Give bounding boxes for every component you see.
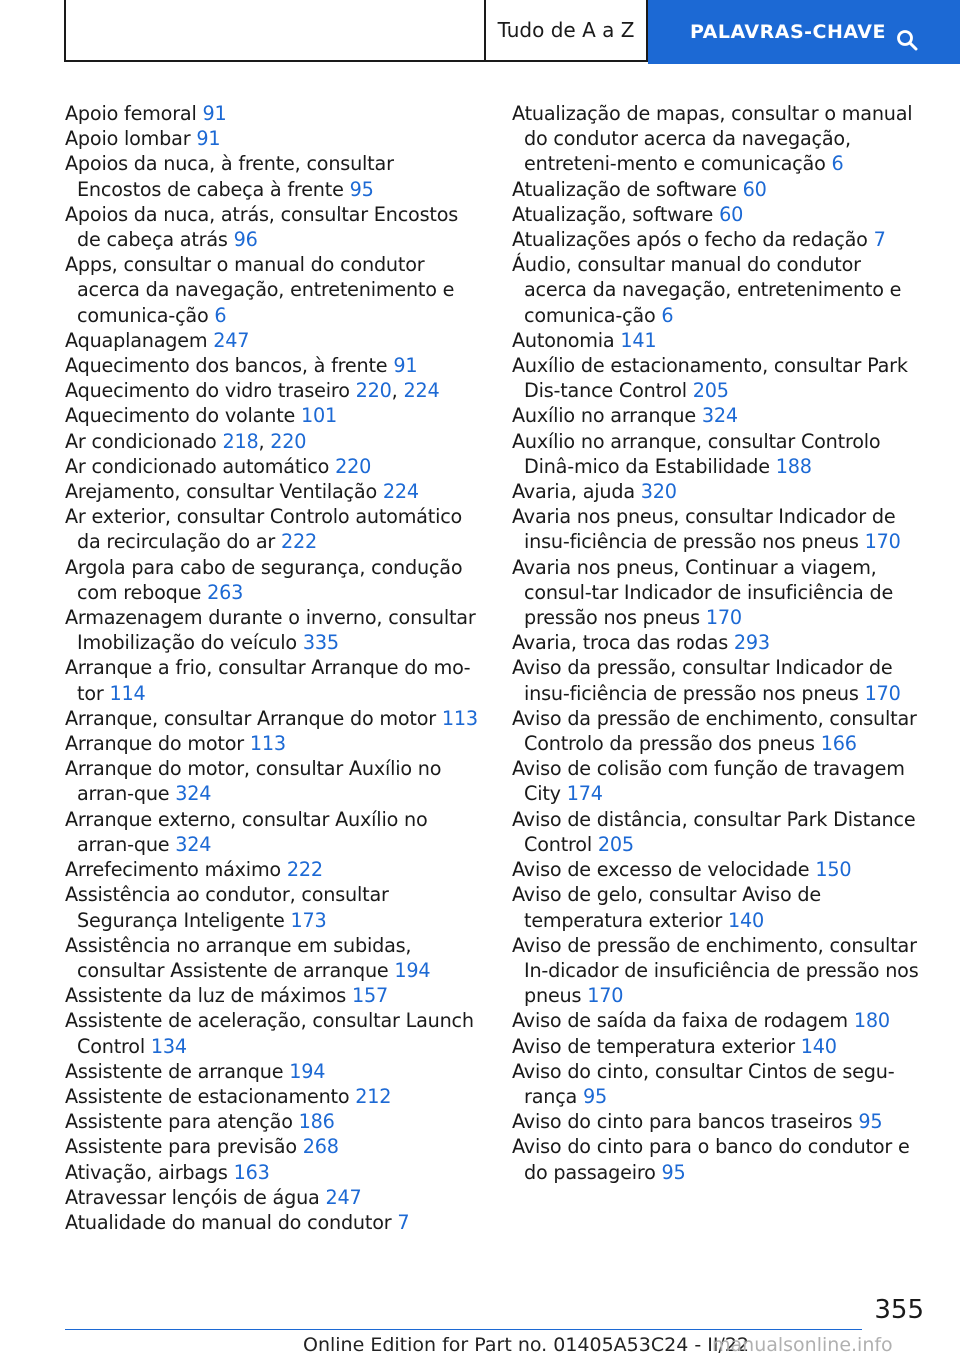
page-link[interactable]: 324 [175,832,212,856]
page-link[interactable]: 141 [620,328,657,352]
page-link[interactable]: 174 [566,782,603,806]
index-term: Assistente para atenção [65,1110,293,1134]
index-entry [65,1160,479,1185]
page-link[interactable]: 163 [233,1160,270,1184]
index-entry [512,933,926,1009]
index-entry [512,706,926,756]
page-link[interactable]: 95 [583,1084,608,1108]
page-link[interactable]: 6 [214,303,227,327]
page-link[interactable]: 180 [853,1009,890,1033]
page-link[interactable]: 101 [301,404,338,428]
index-entry [512,177,926,202]
page-link[interactable]: 140 [727,908,765,932]
page-link[interactable]: 134 [150,1034,187,1058]
footer-divider [65,1329,862,1330]
page-link[interactable]: 220 [335,454,372,478]
index-term: Assistente da luz de máximos [65,984,347,1008]
index-entry [512,252,926,328]
index-term: Apoios da nuca, atrás, consultar Encostos de cabeça atrás [65,202,459,252]
index-entry [65,555,479,605]
index-term: Aviso de excesso de velocidade [512,858,810,882]
index-term: Aquecimento do vidro traseiro [65,379,350,403]
index-entry [65,731,479,756]
page-link[interactable]: 173 [290,908,327,932]
tab-a-to-z[interactable]: Tudo de A a Z [486,0,648,62]
header-blank-box [64,0,486,62]
index-term: Aviso da pressão de enchimento, consultar Controlo da pressão dos pneus [512,706,917,756]
index-term: Assistência ao condutor, consultar Segurança Inteligente [65,883,389,932]
index-term: Ar condicionado [65,429,217,453]
index-term: Arranque do motor, consultar Auxílio no arran‐que [65,757,442,806]
page-link[interactable]: 205 [597,832,634,856]
index-term: Atualidade do manual do condutor [65,1210,392,1234]
page-link[interactable]: 194 [394,958,431,982]
index-term: Atualização de mapas, consultar o manual do condutor acerca da navegação, entreteni‐mento e comunicação [512,102,913,176]
index-entry [65,1008,479,1058]
page-link[interactable]: 96 [233,228,258,252]
page-link[interactable]: 218 [222,429,259,453]
tab-keywords-label: PALAVRAS-CHAVE [690,21,886,43]
page-link[interactable]: 188 [775,454,812,478]
index-entry [65,479,479,504]
index-entry [512,227,926,252]
page-link[interactable]: 6 [661,303,674,327]
page-link[interactable]: 212 [355,1084,392,1108]
page-link[interactable]: 91 [196,127,221,151]
page-link[interactable]: 113 [441,706,478,730]
index-entry [65,454,479,479]
index-entry [65,882,479,932]
index-term: Auxílio de estacionamento, consultar Park Dis‐tance Control [512,354,908,403]
index-term: Apps, consultar o manual do condutor acerca da navegação, entretenimento e comunica‐ção [65,253,455,327]
index-entry [512,504,926,554]
index-term: Aviso de gelo, consultar Aviso de temperatura exterior [512,883,821,932]
index-term: Aviso de colisão com função de travagem City [512,757,905,806]
index-entry [65,1084,479,1109]
index-entry [512,328,926,353]
index-term: Aviso da pressão, consultar Indicador de insu‐ficiência de pressão nos pneus [512,656,893,705]
index-term: Assistência no arranque em subidas, consultar Assistente de arranque [65,933,412,982]
index-entry [65,933,479,983]
page-link[interactable]: 170 [864,681,901,705]
index-entry: Ar condicionado 218, 220 [65,429,307,453]
page-link[interactable]: 114 [109,681,146,705]
page-link[interactable]: 7 [873,228,886,252]
index-entry [65,202,479,252]
watermark: manualsonline.info [712,1334,893,1356]
index-term: Ar condicionado automático [65,454,330,478]
index-entry [512,479,926,504]
page-header [0,0,960,66]
index-entry [512,101,926,177]
index-entry [512,655,926,705]
index-entry [65,756,479,806]
index-entry [512,1134,926,1184]
index-term: Atualizações após o fecho da redação [512,228,868,252]
index-entry [512,1109,926,1134]
index-entry [512,882,926,932]
page-link[interactable]: 194 [289,1059,326,1083]
index-term: Ativação, airbags [65,1160,228,1184]
index-column-right [512,101,926,1185]
index-term: Avaria nos pneus, consultar Indicador de insu‐ficiência de pressão nos pneus [512,505,896,554]
index-column-left [65,101,479,1235]
page-link[interactable]: 60 [719,202,744,226]
index-entry [512,1059,926,1109]
page-link[interactable]: 140 [800,1034,837,1058]
index-term: Assistente de aceleração, consultar Launch Control [65,1009,474,1058]
page-link[interactable]: 95 [661,1160,686,1184]
page-link[interactable]: 113 [249,732,286,756]
page-link[interactable]: 222 [280,530,318,554]
search-icon[interactable] [896,29,918,51]
index-entry [512,403,926,428]
index-term: Aviso de saída da faixa de rodagem [512,1009,848,1033]
page-link[interactable]: 170 [705,606,742,630]
index-term: Aquecimento do volante [65,404,296,428]
index-term: Aviso do cinto para o banco do condutor e do passageiro [512,1135,910,1184]
index-term: Apoios da nuca, à frente, consultar Encostos de cabeça à frente [65,152,394,201]
index-term: Aquecimento dos bancos, à frente [65,354,388,378]
index-term: Atravessar lençóis de água [65,1185,320,1209]
index-entry [65,983,479,1008]
index-term: Arranque, consultar Arranque do motor [65,706,436,730]
index-term: Aviso do cinto, consultar Cintos de segu‐rança [512,1059,895,1108]
index-term: Aviso de temperatura exterior [512,1034,795,1058]
page-link[interactable]: 95 [858,1110,883,1134]
page-link[interactable]: 170 [587,984,624,1008]
page-link[interactable]: 91 [202,102,227,125]
index-entry [65,1210,479,1235]
index-entry [65,605,479,655]
index-term: Avaria, troca das rodas [512,631,728,655]
index-entry [65,353,479,378]
index-entry [512,1034,926,1059]
page-link[interactable]: 320 [640,480,677,504]
index-term: Apoio femoral [65,102,197,125]
index-entry [512,555,926,631]
index-term: Arranque externo, consultar Auxílio no arran‐que [65,807,428,856]
index-entry [512,429,926,479]
index-term: Assistente para previsão [65,1135,297,1159]
index-term: Aviso de distância, consultar Park Distance Control [512,807,916,856]
index-term: Auxílio no arranque, consultar Controlo Dinâ‐mico da Estabilidade [512,429,881,478]
index-entry [65,403,479,428]
page-link[interactable]: 324 [175,782,212,806]
index-entry [65,807,479,857]
page-link[interactable]: 95 [349,177,374,201]
page-link[interactable]: 205 [692,379,729,403]
index-entry [65,328,479,353]
page-link[interactable]: 7 [397,1210,410,1234]
index-entry [512,756,926,806]
index-entry [65,252,479,328]
index-term: Áudio, consultar manual do condutor acerca da navegação, entretenimento e comunica‐ção [512,253,902,327]
index-entry [65,655,479,705]
index-entry: Aquecimento do vidro traseiro 220, 224 [65,379,440,403]
index-entry [65,1134,479,1159]
index-entry [65,151,479,201]
index-term: Auxílio no arranque [512,404,696,428]
index-entry [512,857,926,882]
index-term: Atualização de software [512,177,737,201]
page-link[interactable]: 157 [352,984,389,1008]
page-link[interactable]: 60 [742,177,767,201]
index-term: Atualização, software [512,202,714,226]
index-entry [512,1008,926,1033]
index-entry [65,706,479,731]
page-link[interactable]: 247 [325,1185,362,1209]
page-link[interactable]: 335 [302,631,339,655]
footer-edition: Online Edition for Part no. 01405A53C24 - II/22 [303,1334,750,1356]
index-entry [65,1059,479,1084]
page-link[interactable]: 91 [393,354,418,378]
index-term: Avaria, ajuda [512,480,635,504]
index-term: Arranque do motor [65,732,244,756]
page-link[interactable]: 220 [355,379,392,403]
page-link[interactable]: 324 [701,404,738,428]
page-link[interactable]: 186 [298,1110,335,1134]
index-entry [65,1185,479,1210]
page-link[interactable]: 293 [733,631,770,655]
index-term: Assistente de estacionamento [65,1084,350,1108]
page-link[interactable]: 150 [815,858,852,882]
index-term: Argola para cabo de segurança, condução com reboque [65,555,463,604]
index-term: Assistente de arranque [65,1059,284,1083]
index-term: Ar exterior, consultar Controlo automático da recirculação do ar [65,505,463,554]
index-entry [65,1109,479,1134]
index-entry [65,101,479,126]
page-link[interactable]: 220 [270,429,307,453]
index-entry [65,126,479,151]
page-number: 355 [874,1295,924,1325]
index-entry [65,504,479,554]
index-term: Aquaplanagem [65,328,208,352]
index-term: Apoio lombar [65,127,191,151]
page-link[interactable]: 6 [831,152,844,176]
index-term: Arranque a frio, consultar Arranque do mo‐tor [65,656,471,705]
index-term: Armazenagem durante o inverno, consultar Imobilização do veículo [65,606,476,655]
tab-keywords[interactable] [648,0,960,64]
page-link[interactable]: 247 [213,328,250,352]
page-link[interactable]: 268 [302,1135,339,1159]
page-link[interactable]: 224 [382,480,419,504]
page-link[interactable]: 170 [864,530,901,554]
index-term: Arejamento, consultar Ventilação [65,480,378,504]
index-term: Arrefecimento máximo [65,858,281,882]
index-entry [512,807,926,857]
page-link[interactable]: 166 [820,732,857,756]
index-entry [512,353,926,403]
index-entry [512,202,926,227]
index-term: Autonomia [512,328,615,352]
page-link[interactable]: 222 [286,858,323,882]
page-link[interactable]: 224 [403,379,440,403]
index-entry [512,630,926,655]
index-entry [65,857,479,882]
index-term: Aviso do cinto para bancos traseiros [512,1110,853,1134]
index-term: Avaria nos pneus, Continuar a viagem, consul‐tar Indicador de insuficiência de pressão nos pneus [512,555,894,630]
index-term: Aviso de pressão de enchimento, consultar In‐dicador de insuficiência de pressão nos pneus [512,933,919,1008]
page-link[interactable]: 263 [207,580,244,604]
